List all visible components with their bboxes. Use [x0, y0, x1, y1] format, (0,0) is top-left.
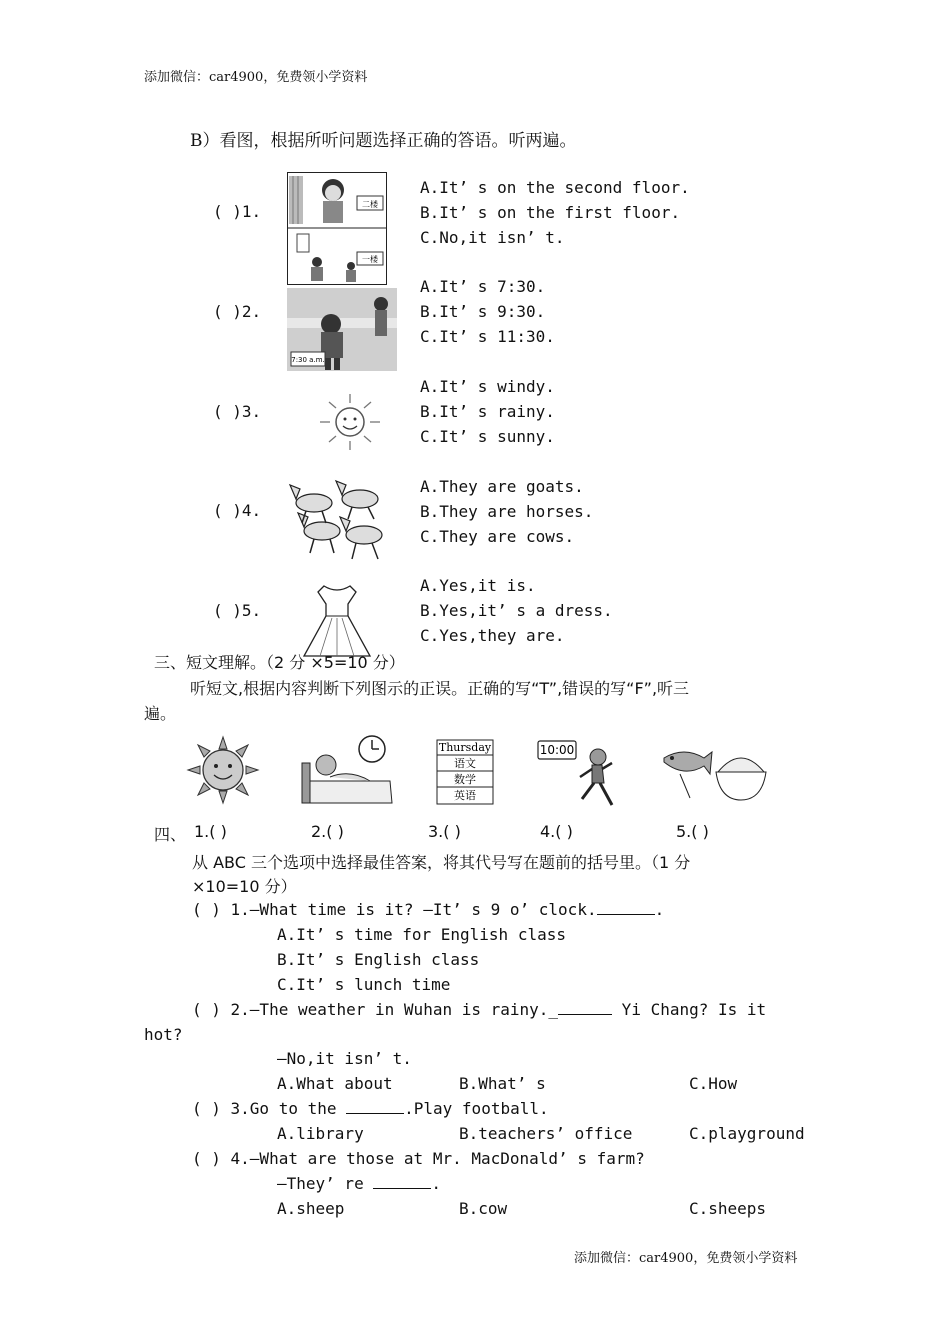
timetable-subject-3: 英语 [454, 789, 476, 802]
item3-option-c: C.It’ s sunny. [420, 427, 555, 446]
q3-option-b: B.teachers’ office [459, 1124, 633, 1143]
q4-blank[interactable] [373, 1176, 431, 1189]
section4-instruction-cont: ×10=10 分） [192, 877, 297, 896]
q4-answer [277, 1174, 441, 1193]
answer-slot-4: 4.( ) [540, 822, 573, 841]
q1-option-a: A.It’ s time for English class [277, 925, 566, 944]
item5-option-b: B.Yes,it’ s a dress. [420, 601, 613, 620]
fish-rice-icon [660, 744, 768, 804]
answer-slot-1: 1.( ) [194, 822, 227, 841]
item1-option-c: C.No,it isn’ t. [420, 228, 565, 247]
item2-clock-sign: 7:30 a.m. [291, 356, 325, 364]
item3-option-b: B.It’ s rainy. [420, 402, 555, 421]
q2-blank[interactable] [558, 1002, 612, 1015]
section4-instruction: 从 ABC 三个选项中选择最佳答案，将其代号写在题前的括号里。（1 分 [192, 853, 691, 872]
item2-option-a: A.It’ s 7:30. [420, 277, 546, 296]
item1-picture [287, 172, 387, 285]
section-b-title: B）看图，根据所听问题选择正确的答语。听两遍。 [190, 131, 577, 151]
item4-number: ( )4. [213, 501, 262, 520]
q4-answer-end: . [431, 1174, 441, 1193]
sun-icon [312, 392, 388, 452]
answer-slot-3: 3.( ) [428, 822, 461, 841]
q3-stem-text: ( ) 3.Go to the [192, 1099, 347, 1118]
q2-stem [192, 1000, 766, 1019]
dress-icon [298, 582, 376, 660]
timetable-subject-2: 数学 [454, 773, 476, 786]
section4-title: 四、 [154, 825, 187, 844]
q3-option-a: A.library [277, 1124, 364, 1143]
item2-number: ( )2. [213, 302, 262, 321]
q4-option-b: B.cow [459, 1199, 508, 1218]
item5-number: ( )5. [213, 601, 262, 620]
answer-slot-2: 2.( ) [311, 822, 344, 841]
q3-stem [192, 1099, 549, 1118]
answer-slot-5: 5.( ) [676, 822, 709, 841]
item4-option-a: A.They are goats. [420, 477, 584, 496]
item1-number: ( )1. [213, 202, 262, 221]
q3-stem-text-cont: .Play football. [404, 1099, 549, 1118]
q3-option-c: C.playground [689, 1124, 805, 1143]
timetable-icon [436, 739, 494, 805]
section3-title: 三、短文理解。（2 分 ×5=10 分） [154, 653, 405, 672]
q1-blank[interactable] [597, 902, 655, 915]
q2-option-c: C.How [689, 1074, 738, 1093]
horses-icon [286, 477, 402, 567]
q2-stem-text: ( ) 2.—The weather in Wuhan is rainy._ [192, 1000, 559, 1019]
q2-option-b: B.What’ s [459, 1074, 546, 1093]
q3-blank[interactable] [346, 1101, 404, 1114]
sun-face-icon [186, 735, 260, 805]
item1-option-a: A.It’ s on the second floor. [420, 178, 690, 197]
q4-answer-text: —They’ re [277, 1174, 374, 1193]
floor-sign-2: 二楼 [362, 200, 378, 209]
timetable-subject-1: 语文 [454, 757, 476, 770]
item4-option-c: C.They are cows. [420, 527, 575, 546]
q2-stem-wrap: hot? [144, 1025, 183, 1044]
q2-option-a: A.What about [277, 1074, 393, 1093]
item5-option-c: C.Yes,they are. [420, 626, 565, 645]
timetable-day: Thursday [438, 741, 492, 754]
item2-picture [287, 288, 397, 371]
page-footer: 添加微信：car4900，免费领小学资料 [574, 1251, 798, 1266]
q4-option-a: A.sheep [277, 1199, 345, 1218]
item3-number: ( )3. [213, 402, 262, 421]
q2-stem-text-cont: Yi Chang? Is it [612, 1000, 767, 1019]
q1-stem [192, 900, 664, 919]
q4-stem: ( ) 4.—What are those at Mr. MacDonald’ s farm? [192, 1149, 645, 1168]
page-header: 添加微信：car4900，免费领小学资料 [144, 70, 368, 85]
clock-display: 10:00 [539, 743, 575, 757]
q4-option-c: C.sheeps [689, 1199, 767, 1218]
section3-instruction: 听短文,根据内容判断下列图示的正误。正确的写“T”,错误的写“F”,听三 [190, 679, 690, 698]
q1-stem-text: ( ) 1.—What time is it? —It’ s 9 o’ clock. [192, 900, 597, 919]
q1-option-b: B.It’ s English class [277, 950, 480, 969]
running-boy-icon [536, 739, 622, 809]
q1-option-c: C.It’ s lunch time [277, 975, 451, 994]
item2-option-c: C.It’ s 11:30. [420, 327, 555, 346]
item3-option-a: A.It’ s windy. [420, 377, 555, 396]
q2-answer: —No,it isn’ t. [277, 1049, 412, 1068]
item4-option-b: B.They are horses. [420, 502, 594, 521]
q1-stem-end: . [654, 900, 665, 919]
floor-sign-1: 一楼 [362, 255, 378, 264]
item5-option-a: A.Yes,it is. [420, 576, 536, 595]
item2-option-b: B.It’ s 9:30. [420, 302, 546, 321]
item1-option-b: B.It’ s on the first floor. [420, 203, 681, 222]
bed-clock-icon [300, 733, 396, 805]
section3-instruction-cont: 遍。 [144, 704, 177, 723]
